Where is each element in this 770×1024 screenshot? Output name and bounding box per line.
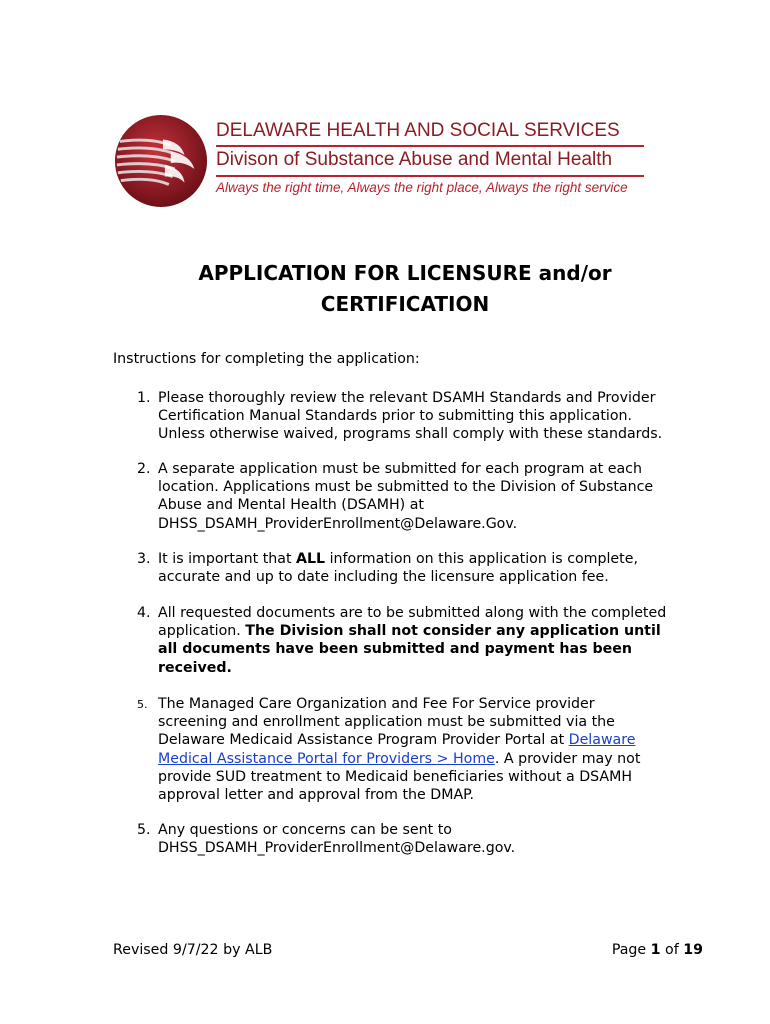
item-text: . A provider may not: [494, 750, 641, 767]
page-current: 1: [650, 942, 661, 958]
logo-tagline: Always the right time, Always the right place, Always the right service: [216, 180, 628, 195]
title-line-2: CERTIFICATION: [320, 292, 490, 316]
dhss-logo: [112, 108, 652, 212]
item-text-line: [158, 622, 717, 640]
item-text: Delaware Medicaid Assistance Program Provider Portal at: [158, 732, 569, 749]
item-number: 2.: [137, 461, 151, 477]
list-item: [137, 821, 717, 857]
item-text-line: DHSS_DSAMH_ProviderEnrollment@Delaware.gov.: [158, 840, 516, 857]
instructions-intro: Instructions for completing the application:: [113, 351, 420, 367]
item-bold-text: all documents have been submitted and payment has been: [158, 641, 632, 658]
item-text-line: All requested documents are to be submitted along with the completed: [158, 605, 667, 621]
item-number: 1.: [137, 390, 151, 406]
item-text-line: [158, 731, 717, 749]
item-text-line: Unless otherwise waived, programs shall comply with these standards.: [158, 426, 663, 443]
revision-note: Revised 9/7/22 by ALB: [113, 942, 273, 958]
page-label: Page: [611, 942, 651, 958]
logo-agency-name: DELAWARE HEALTH AND SOCIAL SERVICES: [216, 118, 644, 147]
item-text-line: screening and enrollment application must be submitted via the: [158, 714, 615, 731]
item-text-line: accurate and up to date including the licensure application fee.: [158, 569, 609, 586]
page-number: [612, 941, 703, 959]
document-title: [100, 258, 710, 320]
list-item: [137, 550, 717, 586]
page-total: 19: [683, 942, 703, 958]
dhss-emblem-icon: [112, 112, 210, 210]
item-text-line: A separate application must be submitted for each program at each: [158, 461, 642, 477]
item-text-line: The Managed Care Organization and Fee For Service provider: [158, 696, 595, 712]
item-text-line: provide SUD treatment to Medicaid beneficiaries without a DSAMH: [158, 768, 633, 785]
item-text: information on this application is complete,: [325, 551, 638, 567]
item-number: 4.: [137, 605, 151, 621]
item-number: 3.: [137, 551, 151, 567]
item-bold-text: The Division shall not consider any application until: [245, 623, 661, 640]
item-text-line: approval letter and approval from the DMAP.: [158, 787, 475, 804]
item-text-line: Any questions or concerns can be sent to: [158, 822, 452, 838]
list-item: [137, 695, 717, 804]
logo-division-name: Divison of Substance Abuse and Mental Health: [216, 147, 644, 177]
item-text-line: Please thoroughly review the relevant DSAMH Standards and Provider: [158, 390, 656, 406]
dmap-portal-link[interactable]: Medical Assistance Portal for Providers > Home: [158, 750, 495, 767]
item-text: It is important that: [158, 551, 297, 567]
item-number: 5.: [137, 698, 148, 711]
item-number: 5.: [137, 822, 151, 838]
item-text-line: Certification Manual Standards prior to submitting this application.: [158, 408, 633, 425]
item-text-line: [158, 550, 717, 568]
item-text-line: Abuse and Mental Health (DSAMH) at: [158, 497, 424, 514]
item-text-line: [158, 750, 717, 768]
page-of: of: [660, 942, 684, 958]
dmap-portal-link[interactable]: Delaware: [568, 732, 636, 749]
list-item: [137, 460, 717, 533]
item-text: application.: [158, 623, 246, 640]
title-line-1: APPLICATION FOR LICENSURE and/or: [198, 261, 612, 285]
item-text-line: DHSS_DSAMH_ProviderEnrollment@Delaware.Gov.: [158, 515, 518, 532]
item-bold-text: received.: [158, 659, 232, 676]
item-text-line: location. Applications must be submitted to the Division of Substance: [158, 479, 654, 496]
list-item: [137, 604, 717, 677]
list-item: [137, 389, 717, 444]
item-bold-text: ALL: [296, 551, 326, 567]
